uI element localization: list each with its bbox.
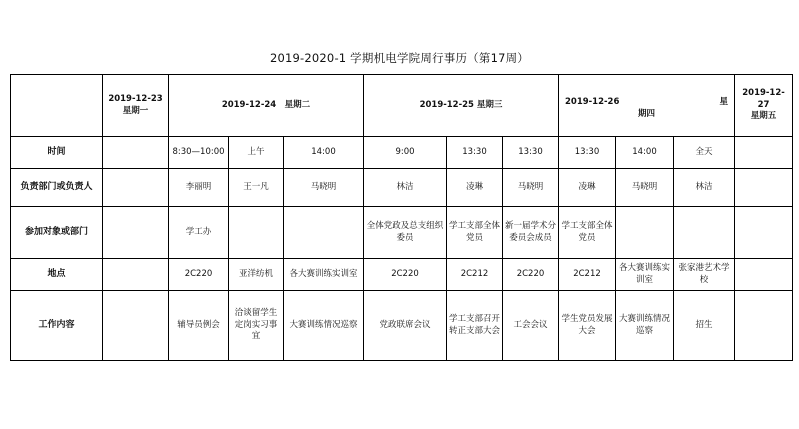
time-cell: 13:30	[447, 137, 503, 169]
person-cell: 凌琳	[559, 169, 616, 207]
row-label-content: 工作内容	[11, 291, 103, 361]
weekday-text: 星期五	[750, 111, 777, 122]
date-header-row	[11, 75, 793, 137]
row-label-participants: 参加对象或部门	[11, 207, 103, 259]
participants-cell: 学工支部全体党员	[559, 207, 616, 259]
participants-cell	[674, 207, 735, 259]
time-cell: 8:30—10:00	[169, 137, 229, 169]
content-cell: 工会会议	[503, 291, 559, 361]
location-cell: 张家港艺术学校	[674, 259, 735, 291]
location-cell: 2C220	[503, 259, 559, 291]
weekday-text: 星期一	[122, 105, 149, 116]
content-cell: 辅导员例会	[169, 291, 229, 361]
empty-cell	[103, 207, 169, 259]
time-cell: 14:00	[616, 137, 674, 169]
participants-cell: 全体党政及总支组织委员	[364, 207, 447, 259]
location-cell: 2C220	[169, 259, 229, 291]
content-cell: 大赛训练情况巡察	[284, 291, 364, 361]
content-cell: 党政联席会议	[364, 291, 447, 361]
row-label-person: 负责部门或负责人	[11, 169, 103, 207]
date-text: 2019-12-27	[742, 88, 785, 110]
time-cell: 13:30	[503, 137, 559, 169]
row-label-location: 地点	[11, 259, 103, 291]
empty-cell	[735, 291, 793, 361]
participants-cell	[284, 207, 364, 259]
person-row	[11, 169, 793, 207]
participants-cell: 学工办	[169, 207, 229, 259]
empty-cell	[735, 259, 793, 291]
content-cell: 学生党员发展大会	[559, 291, 616, 361]
time-row	[11, 137, 793, 169]
participants-cell	[229, 207, 284, 259]
empty-cell	[103, 137, 169, 169]
participants-cell: 新一届学术分委员会成员	[503, 207, 559, 259]
date-cell-fri	[735, 75, 793, 137]
location-cell: 各大赛训练实训室	[284, 259, 364, 291]
page-title: 2019-2020-1 学期机电学院周行事历（第17周）	[269, 51, 530, 65]
content-row	[11, 291, 793, 361]
location-cell: 2C212	[559, 259, 616, 291]
person-cell: 王一凡	[229, 169, 284, 207]
person-cell: 林洁	[364, 169, 447, 207]
person-cell: 马晓明	[616, 169, 674, 207]
weekday-text-b: 期四	[638, 109, 656, 119]
participants-cell: 学工支部全体党员	[447, 207, 503, 259]
time-cell: 全天	[674, 137, 735, 169]
date-cell-wed: 2019-12-25 星期三	[364, 75, 559, 137]
date-cell-thu	[559, 75, 735, 137]
location-row	[11, 259, 793, 291]
content-cell: 学工支部召开转正支部大会	[447, 291, 503, 361]
time-cell: 上午	[229, 137, 284, 169]
date-text: 2019-12-23	[108, 94, 163, 105]
weekly-schedule-table	[10, 74, 793, 361]
empty-cell	[735, 207, 793, 259]
location-cell: 亚洋纺机	[229, 259, 284, 291]
empty-cell	[735, 137, 793, 169]
empty-cell	[103, 259, 169, 291]
time-cell: 14:00	[284, 137, 364, 169]
location-cell: 各大赛训练实训室	[616, 259, 674, 291]
participants-cell	[616, 207, 674, 259]
date-text: 2019-12-26	[565, 97, 620, 107]
person-cell: 凌琳	[447, 169, 503, 207]
location-cell: 2C212	[447, 259, 503, 291]
time-cell: 9:00	[364, 137, 447, 169]
person-cell: 李丽明	[169, 169, 229, 207]
person-cell: 林洁	[674, 169, 735, 207]
location-cell: 2C220	[364, 259, 447, 291]
content-cell: 大赛训练情况巡察	[616, 291, 674, 361]
empty-cell	[103, 291, 169, 361]
empty-cell	[103, 169, 169, 207]
corner-cell	[11, 75, 103, 137]
participants-row	[11, 207, 793, 259]
weekday-text-a: 星	[719, 97, 729, 107]
empty-cell	[735, 169, 793, 207]
content-cell: 招生	[674, 291, 735, 361]
content-cell: 洽谈留学生定岗实习事宜	[229, 291, 284, 361]
date-cell-tue: 2019-12-24 星期二	[169, 75, 364, 137]
time-cell: 13:30	[559, 137, 616, 169]
row-label-time: 时间	[11, 137, 103, 169]
person-cell: 马晓明	[503, 169, 559, 207]
date-cell-mon	[103, 75, 169, 137]
person-cell: 马晓明	[284, 169, 364, 207]
